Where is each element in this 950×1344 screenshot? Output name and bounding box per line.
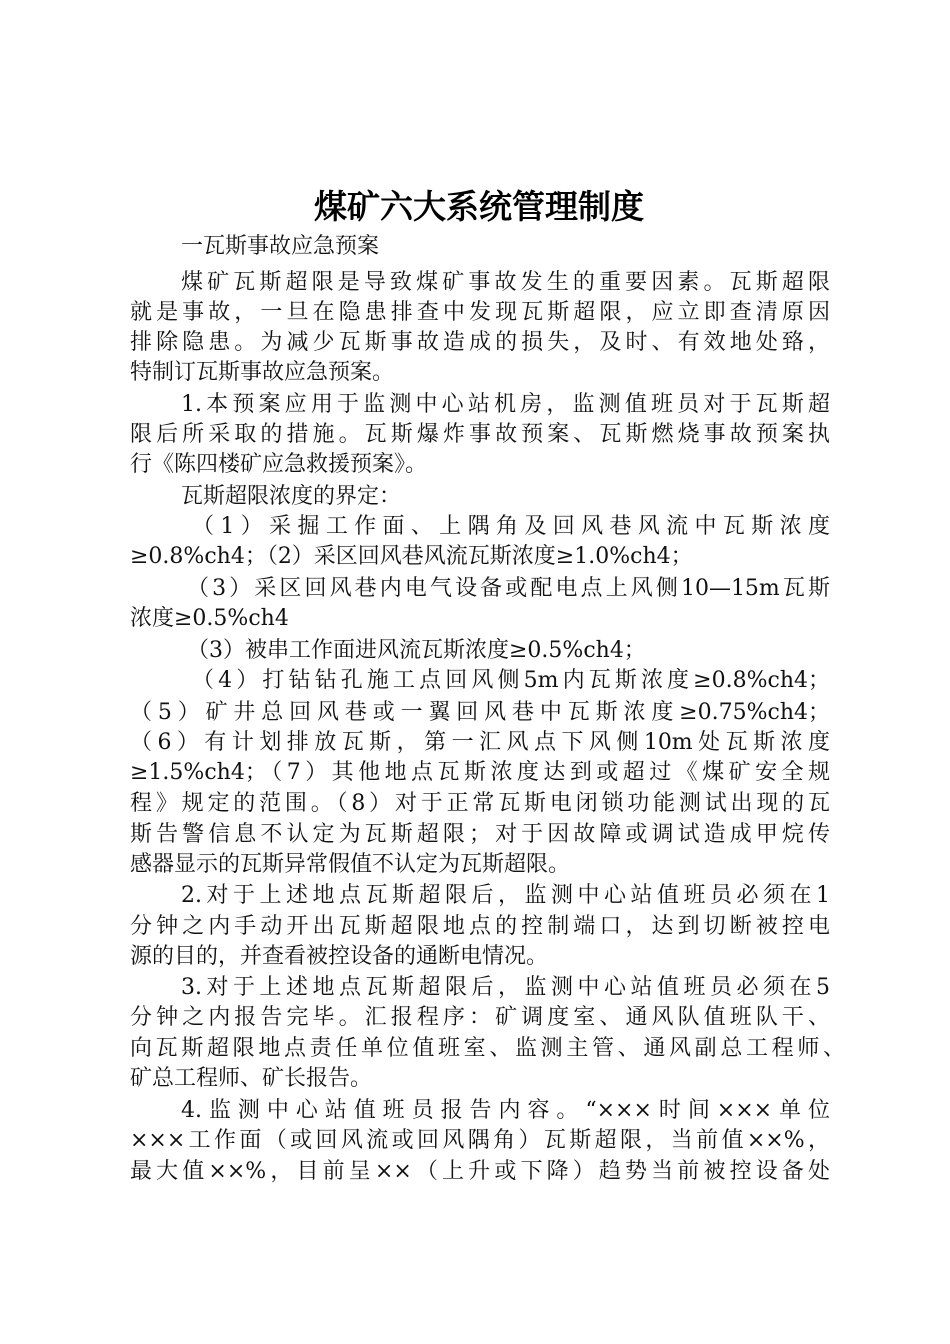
document-title: 煤矿六大系统管理制度 <box>314 187 644 226</box>
paragraph-line: 就是事故，一旦在隐患排查中发现瓦斯超限，应立即查清原因 <box>130 300 830 325</box>
paragraph-line: 瓦斯超限浓度的界定： <box>181 484 402 509</box>
paragraph-line: 矿总工程师、矿长报告。 <box>130 1066 373 1091</box>
paragraph-line: 分钟之内报告完毕。汇报程序：矿调度室、通风队值班队干、 <box>130 1005 830 1030</box>
paragraph-line: 3.对于上述地点瓦斯超限后，监测中心站值班员必须在5 <box>181 975 830 1000</box>
paragraph-line: （6）有计划排放瓦斯，第一汇风点下风侧10m处瓦斯浓度 <box>130 730 830 755</box>
paragraph-line: 4.监测中心站值班员报告内容。“×××时间×××单位 <box>181 1098 830 1123</box>
paragraph-line: 斯告警信息不认定为瓦斯超限；对于因故障或调试造成甲烷传 <box>130 822 830 847</box>
paragraph-line: 浓度≥0.5%ch4 <box>130 606 289 631</box>
paragraph-line: ×××工作面（或回风流或回风隅角）瓦斯超限，当前值××%， <box>130 1128 830 1153</box>
paragraph-line: 源的目的，并查看被控设备的通断电情况。 <box>130 944 549 969</box>
paragraph-line: （3）被串工作面进风流瓦斯浓度≥0.5%ch4； <box>187 638 646 663</box>
paragraph-line: ≥0.8%ch4；（2）采区回风巷风流瓦斯浓度≥1.0%ch4； <box>130 544 693 569</box>
paragraph-line: 向瓦斯超限地点责任单位值班室、监测主管、通风副总工程师、 <box>130 1036 845 1061</box>
paragraph-line: 2.对于上述地点瓦斯超限后，监测中心站值班员必须在1 <box>181 883 830 908</box>
paragraph-line: 行《陈四楼矿应急救援预案》。 <box>130 452 428 477</box>
paragraph-line: （4）打钻钻孔施工点回风侧5m内瓦斯浓度≥0.8%ch4； <box>192 668 830 693</box>
paragraph-line: 最大值××%，目前呈××（上升或下降）趋势当前被控设备处 <box>130 1159 830 1184</box>
paragraph-line: 煤矿瓦斯超限是导致煤矿事故发生的重要因素。瓦斯超限 <box>181 270 830 295</box>
paragraph-line: 排除隐患。为减少瓦斯事故造成的损失，及时、有效地处臵， <box>130 330 830 355</box>
paragraph-line: （5）矿井总回风巷或一翼回风巷中瓦斯浓度≥0.75%ch4； <box>130 700 830 725</box>
paragraph-line: 1.本预案应用于监测中心站机房，监测值班员对于瓦斯超 <box>181 392 830 417</box>
paragraph-line: 程》规定的范围。（8）对于正常瓦斯电闭锁功能测试出现的瓦 <box>130 791 830 816</box>
paragraph-line: 限后所采取的措施。瓦斯爆炸事故预案、瓦斯燃烧事故预案执 <box>130 422 830 447</box>
paragraph-line: 感器显示的瓦斯异常假值不认定为瓦斯超限。 <box>130 852 571 877</box>
paragraph-line: ≥1.5%ch4；（7）其他地点瓦斯浓度达到或超过《煤矿安全规 <box>130 760 830 785</box>
paragraph-line: 分钟之内手动开出瓦斯超限地点的控制端口，达到切断被控电 <box>130 914 830 939</box>
section-heading: 一瓦斯事故应急预案 <box>181 234 380 259</box>
paragraph-line: 特制订瓦斯事故应急预案。 <box>130 360 395 385</box>
paragraph-line: （3）采区回风巷内电气设备或配电点上风侧10—15m瓦斯 <box>187 576 830 601</box>
paragraph-line: （1）采掘工作面、上隅角及回风巷风流中瓦斯浓度 <box>192 514 830 539</box>
